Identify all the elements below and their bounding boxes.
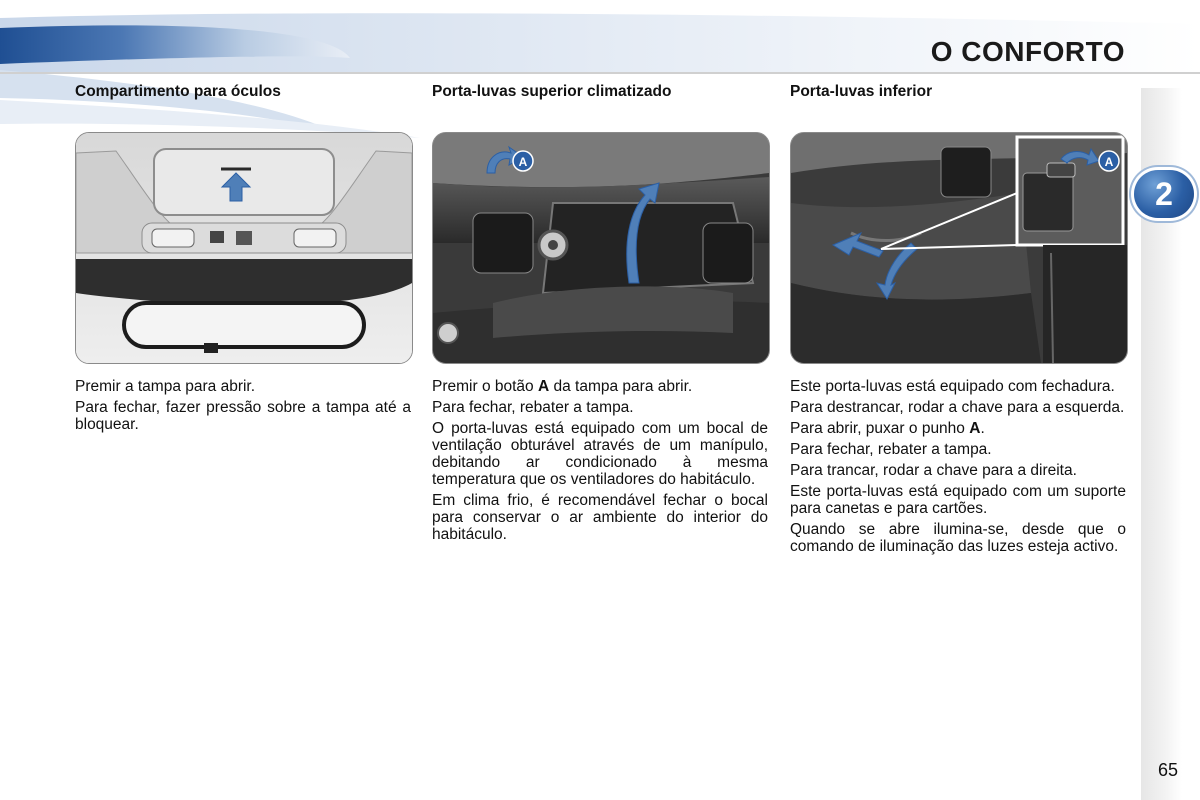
paragraph: Para trancar, rodar a chave para a direita.: [790, 462, 1077, 479]
paragraph: Para destrancar, rodar a chave para a esquerda.: [790, 399, 1125, 416]
column-text: [790, 378, 1126, 555]
column-glasses-compartment: [75, 82, 411, 437]
figure-lower-glovebox: [790, 132, 1128, 364]
column-lower-glovebox: [790, 82, 1126, 559]
paragraph: Premir a tampa para abrir.: [75, 378, 256, 395]
column-heading: Porta-luvas superior climatizado: [432, 83, 672, 100]
label-a: A: [537, 378, 550, 395]
paragraph: [432, 378, 768, 395]
column-upper-glovebox: [432, 82, 768, 547]
column-heading: Porta-luvas inferior: [790, 83, 933, 100]
column-text: [75, 378, 411, 433]
paragraph: Este porta-luvas está equipado com um suporte para canetas e para cartões.: [790, 483, 1126, 517]
figure-upper-glovebox: [432, 132, 770, 364]
page-number: 65: [1158, 760, 1179, 780]
paragraph: Para fechar, fazer pressão sobre a tampa até a bloquear.: [75, 399, 411, 433]
paragraph-text: .: [980, 420, 985, 437]
callout-a: A: [1104, 155, 1114, 169]
column-heading: Compartimento para óculos: [75, 83, 281, 100]
figure-glasses-compartment: [75, 132, 413, 364]
paragraph: Para fechar, rebater a tampa.: [432, 399, 634, 416]
label-a: A: [969, 420, 981, 437]
paragraph: Quando se abre ilumina-se, desde que o comando de iluminação das luzes esteja activo.: [790, 521, 1126, 555]
paragraph: Para fechar, rebater a tampa.: [790, 441, 992, 458]
paragraph-text: Premir o botão: [432, 378, 538, 395]
chapter-tab: 2: [1134, 170, 1194, 218]
paragraph: O porta-luvas está equipado com um bocal de ventilação obturável através de um manípulo, debitando ar condicionado à mesma temperatura que os ventiladores do habitáculo.: [432, 420, 768, 488]
paragraph-text: Para abrir, puxar o punho: [790, 420, 970, 437]
paragraph-text: da tampa para abrir.: [549, 378, 693, 395]
callout-a: A: [518, 155, 528, 169]
paragraph: [790, 420, 1126, 437]
paragraph: Em clima frio, é recomendável fechar o bocal para conservar o ar ambiente do interior do habitáculo.: [432, 492, 768, 543]
column-text: [432, 378, 768, 543]
paragraph: Este porta-luvas está equipado com fechadura.: [790, 378, 1115, 395]
section-title: O CONFORTO: [930, 36, 1125, 67]
